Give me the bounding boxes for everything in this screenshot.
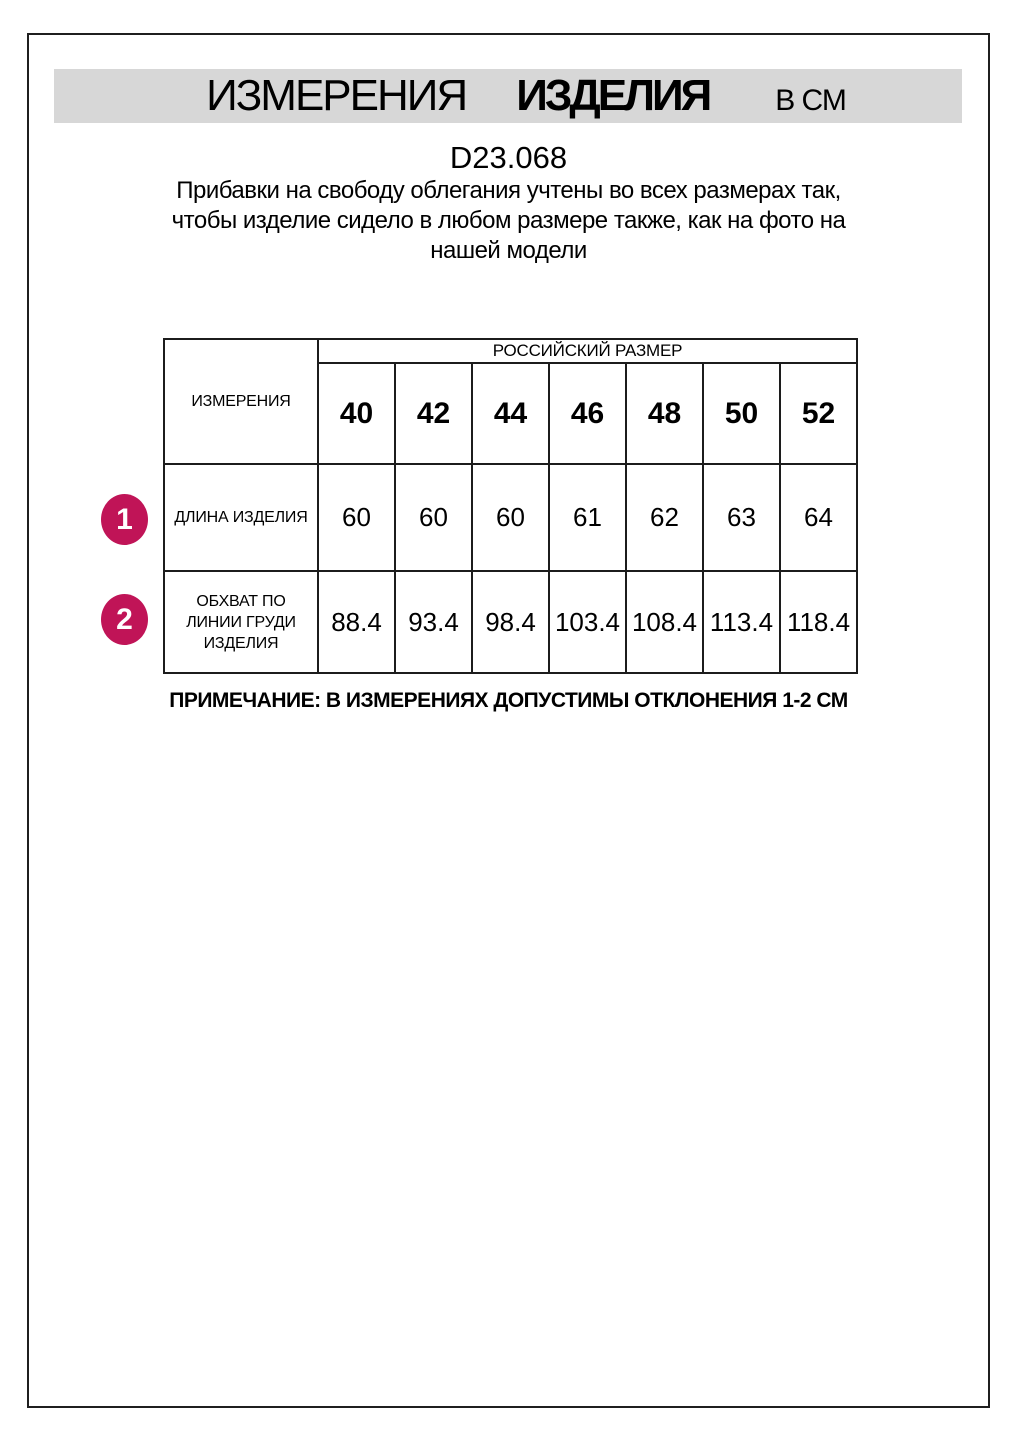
length-value: 62: [626, 464, 703, 571]
size-header: 50: [703, 363, 780, 464]
fit-description-line-2: чтобы изделие сидело в любом размере также, как на фото на: [171, 207, 846, 234]
row-marker-2: [101, 594, 148, 645]
chest-value: 103.4: [549, 571, 626, 673]
fit-description-line-1: Прибавки на свободу облегания учтены во всех размерах так,: [176, 177, 841, 204]
length-value: 63: [703, 464, 780, 571]
chest-value: 88.4: [318, 571, 395, 673]
measurements-table: [163, 338, 858, 674]
size-header: 46: [549, 363, 626, 464]
chest-value: 118.4: [780, 571, 857, 673]
length-value: 60: [318, 464, 395, 571]
row-marker-1-number: 1: [116, 502, 133, 536]
title-unit-cm: В СМ: [775, 84, 846, 117]
row-marker-1: [101, 494, 148, 545]
table-row-chest: [164, 571, 857, 673]
title-banner: [54, 69, 962, 123]
title-product: ИЗДЕЛИЯ: [516, 71, 710, 120]
size-header: 52: [780, 363, 857, 464]
chest-value: 113.4: [703, 571, 780, 673]
chest-value: 98.4: [472, 571, 549, 673]
row-marker-2-number: 2: [116, 602, 133, 636]
table-row-length: [164, 464, 857, 571]
fit-description: [27, 176, 990, 266]
fit-description-line-3: нашей модели: [430, 237, 587, 264]
size-header: 40: [318, 363, 395, 464]
chest-value: 108.4: [626, 571, 703, 673]
tolerance-note: ПРИМЕЧАНИЕ: В ИЗМЕРЕНИЯХ ДОПУСТИМЫ ОТКЛОНЕНИЯ 1-2 СМ: [169, 689, 848, 712]
title-measurements: ИЗМЕРЕНИЯ: [206, 71, 467, 120]
row-label-length: ДЛИНА ИЗДЕЛИЯ: [164, 464, 318, 571]
length-value: 61: [549, 464, 626, 571]
length-value: 60: [395, 464, 472, 571]
size-header: 48: [626, 363, 703, 464]
product-code: D23.068: [449, 140, 568, 175]
table-corner-label: ИЗМЕРЕНИЯ: [164, 339, 318, 464]
row-label-chest: ОБХВАТ ПО ЛИНИИ ГРУДИ ИЗДЕЛИЯ: [164, 571, 318, 673]
size-header: 44: [472, 363, 549, 464]
table-group-header: РОССИЙСКИЙ РАЗМЕР: [318, 339, 857, 363]
length-value: 60: [472, 464, 549, 571]
chest-value: 93.4: [395, 571, 472, 673]
length-value: 64: [780, 464, 857, 571]
size-header: 42: [395, 363, 472, 464]
